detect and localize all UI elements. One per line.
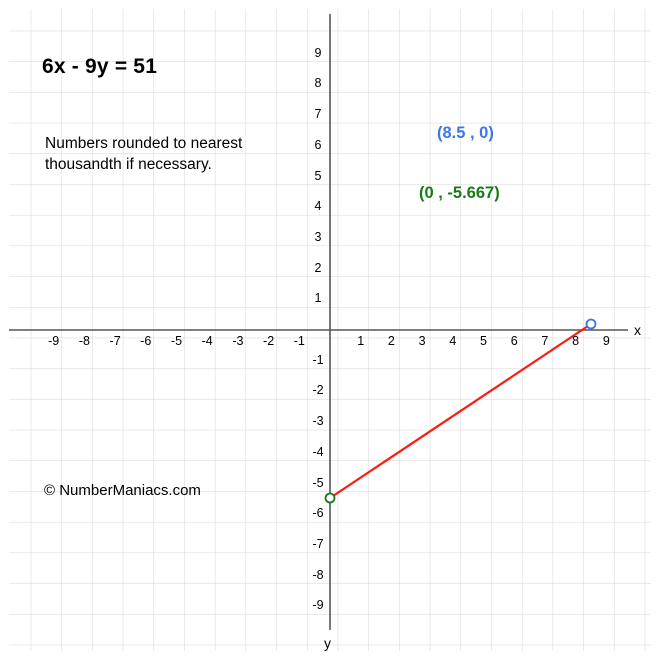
y-tick-label: -6 [312,506,324,521]
x-tick-label: 8 [572,334,580,348]
y-tick-label: -4 [312,444,324,459]
y-tick-label: 3 [314,229,322,244]
x-axis-label: x [634,322,641,338]
y-tick-label: -3 [312,414,324,429]
y-tick-label: 9 [314,45,322,60]
x-tick-label: 3 [418,334,426,348]
y-tick-label: -7 [312,536,324,551]
y-tick-label: -8 [312,567,324,582]
x-tick-label: 1 [357,334,365,348]
x-tick-label: 9 [602,334,610,348]
y-tick-label: -2 [312,383,324,398]
y-intercept-point [326,494,335,503]
rounding-note: Numbers rounded to nearest thousandth if necessary. [45,135,243,173]
x-tick-label: -9 [48,334,60,348]
y-tick-label: 8 [314,76,322,91]
y-tick-label: 6 [314,137,322,152]
x-tick-label: 6 [510,334,518,348]
x-tick-label: -4 [201,334,213,348]
y-tick-label: 1 [314,291,322,306]
x-tick-label: -2 [263,334,275,348]
x-tick-label: 7 [541,334,549,348]
x-tick-label: -1 [293,334,305,348]
x-tick-label: -5 [170,334,183,348]
x-tick-label: -8 [78,334,90,348]
y-tick-label: 5 [314,168,322,183]
y-tick-label: 4 [314,199,322,214]
y-tick-label: -1 [312,352,324,367]
y-intercept-label: (0 , -5.667) [419,184,500,202]
copyright-credit: © NumberManiacs.com [44,482,201,499]
x-tick-label: -6 [140,334,152,348]
y-tick-label: -5 [312,475,324,490]
y-tick-label: -9 [312,598,324,613]
y-tick-label: 7 [314,107,322,122]
x-tick-label: -7 [109,334,121,348]
x-intercept-point [587,320,596,329]
x-tick-label: 2 [387,334,395,348]
x-tick-label: 4 [449,334,457,348]
equation-title: 6x - 9y = 51 [42,55,158,78]
x-tick-label: -3 [232,334,244,348]
x-tick-label: 5 [480,334,487,348]
x-intercept-label: (8.5 , 0) [437,124,494,142]
y-axis-label: y [324,635,331,651]
y-tick-label: 2 [314,260,322,275]
